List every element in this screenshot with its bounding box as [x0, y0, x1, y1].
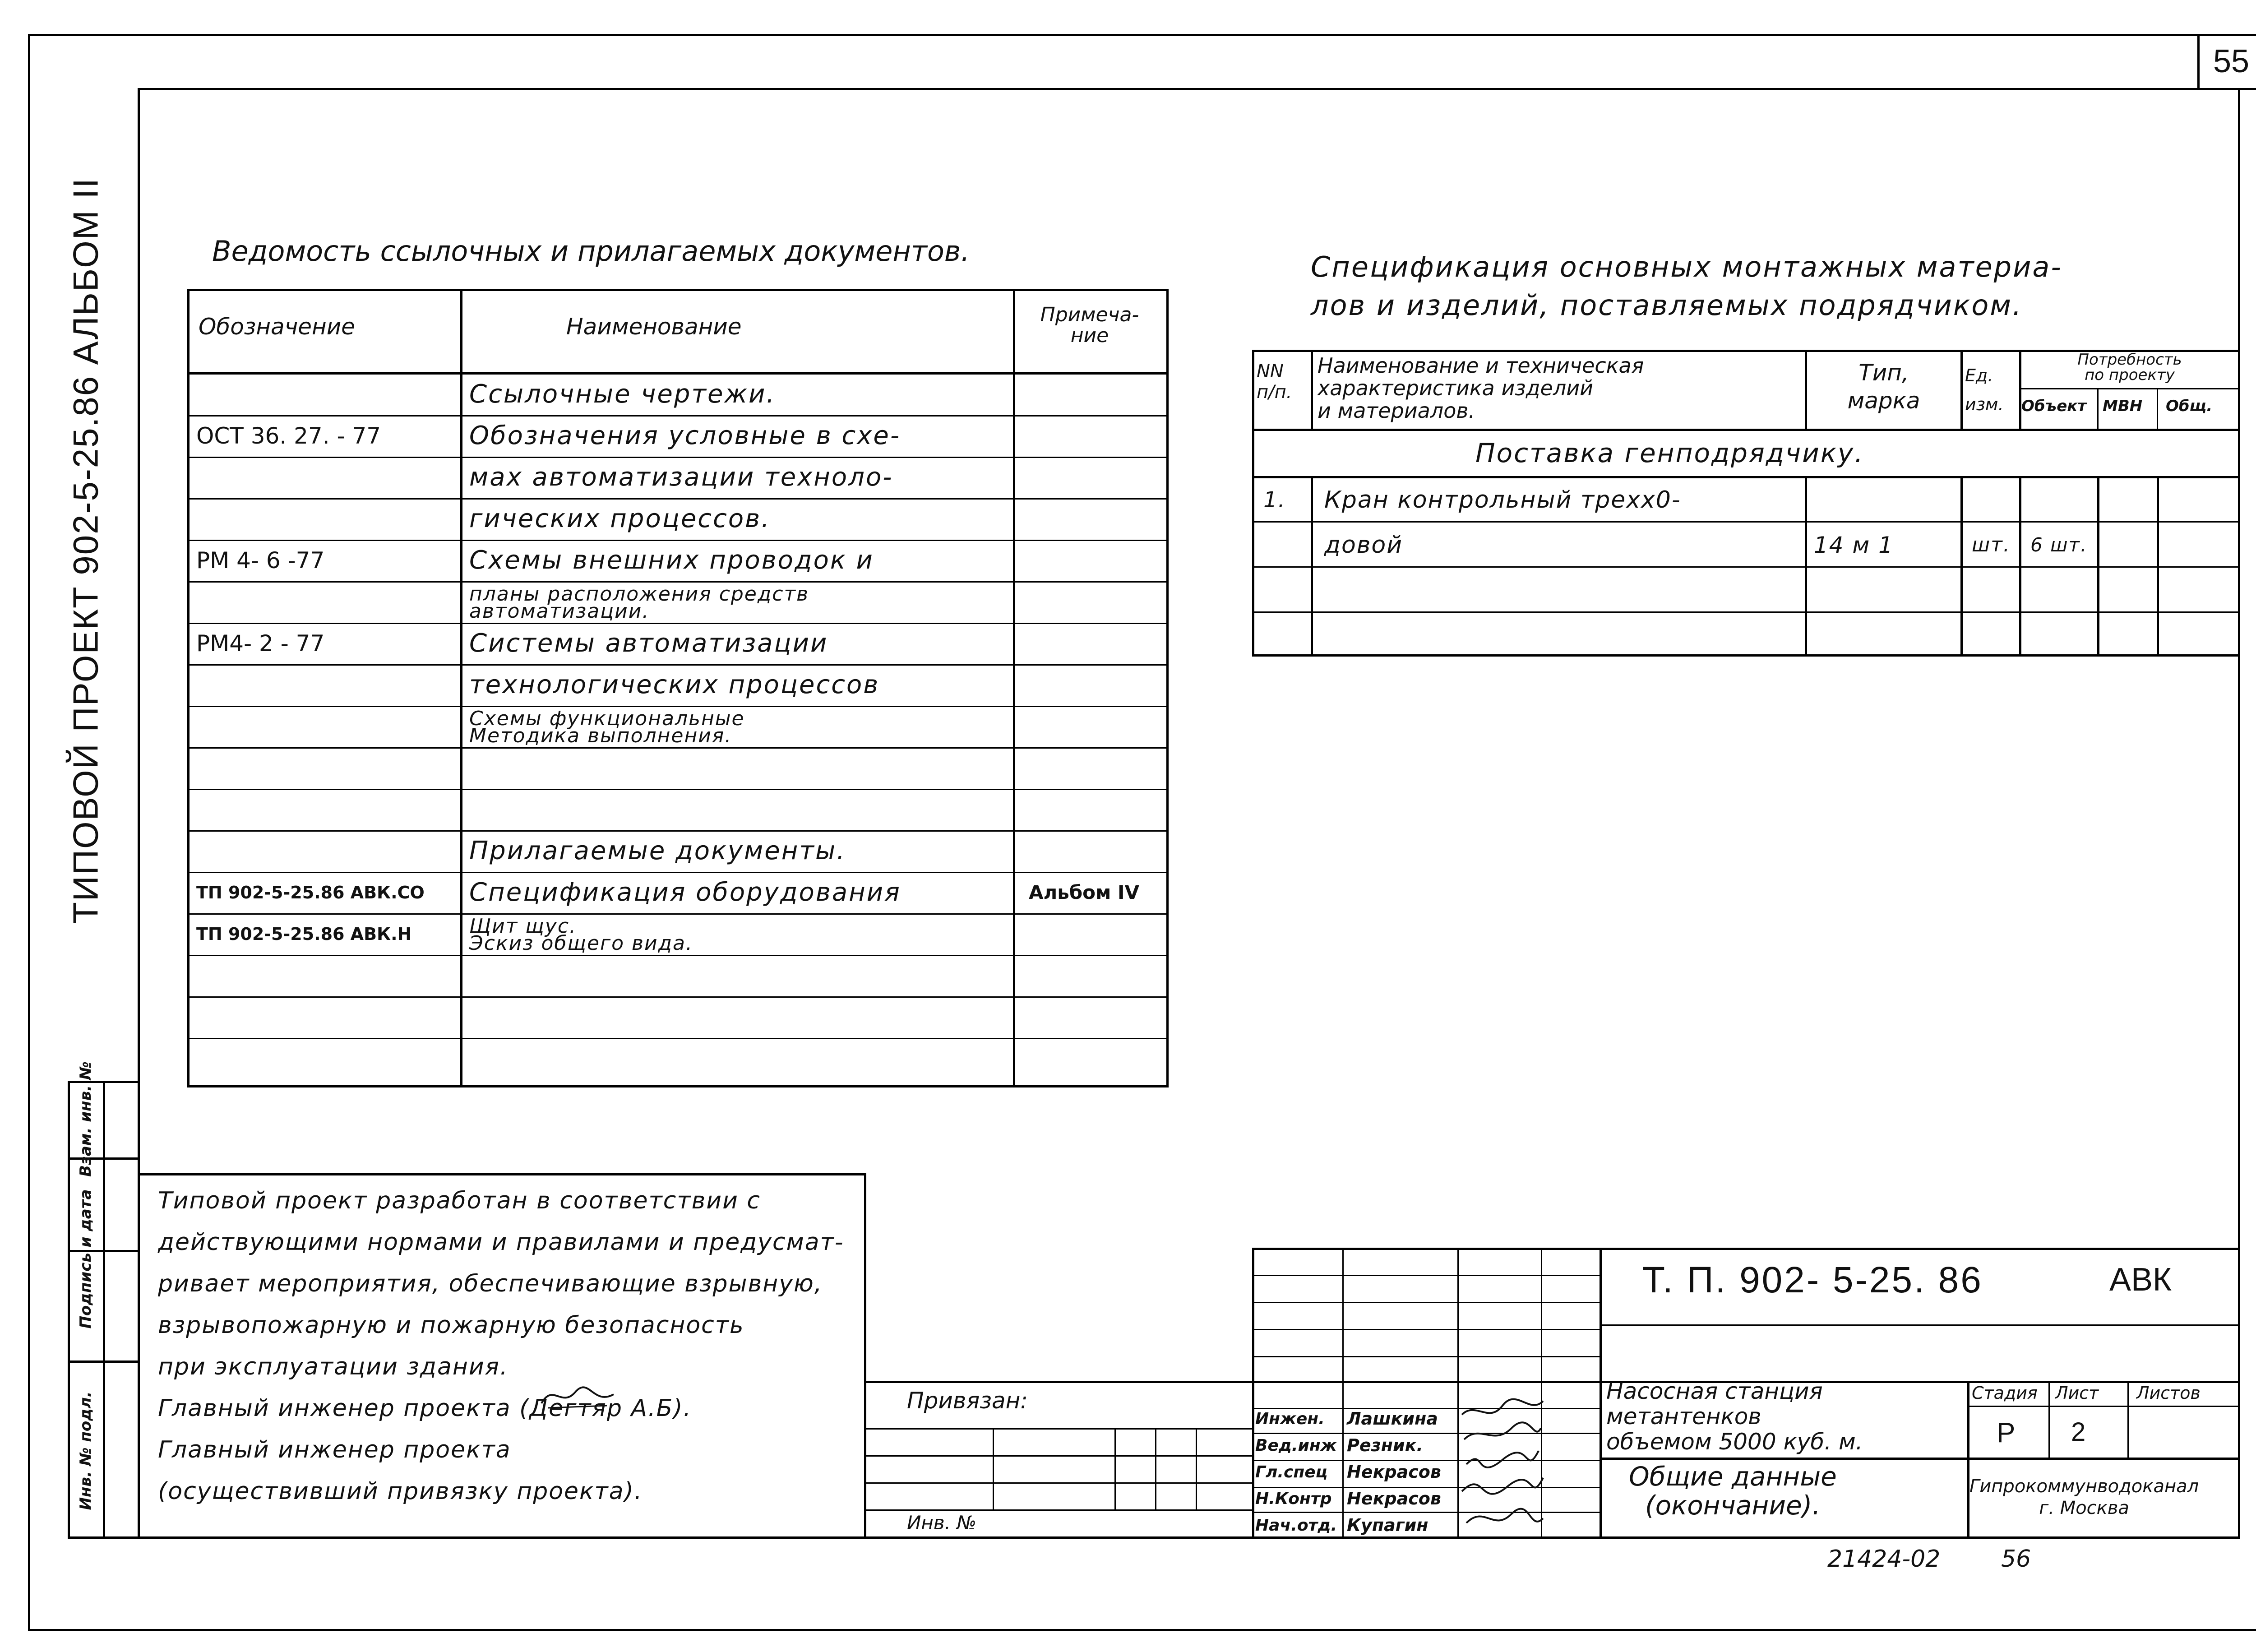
footer-page: 56 [2001, 1546, 2031, 1573]
spec-header-need: Потребность по проекту [2077, 351, 2182, 384]
staff-role: Инжен. [1255, 1410, 1325, 1428]
references-header-code: Обозначение [199, 314, 355, 340]
references-code: РМ 4- 6 -77 [196, 547, 325, 574]
binding-col-3 [1155, 1428, 1156, 1509]
side-stamp-label-1: Инв. № подл. [77, 1391, 95, 1510]
spec-body-col-unit [2019, 476, 2021, 657]
title-block-top [1252, 1248, 2240, 1250]
spec-need-split [2019, 388, 2240, 389]
tb-row-3 [1252, 1329, 1600, 1330]
spec-body-col-name [1805, 476, 1807, 657]
note-line: при эксплуатации здания. [158, 1353, 509, 1380]
spec-name: довой [1324, 532, 1403, 559]
staff-role: Гл.спец [1255, 1463, 1328, 1481]
references-name: Обозначения условные в схе- [469, 421, 901, 450]
references-name: Прилагаемые документы. [469, 836, 846, 865]
stage-value: Р [1997, 1417, 2016, 1448]
staff-name: Резник. [1347, 1435, 1423, 1455]
spec-row-line-3 [1252, 611, 2240, 613]
references-note: Альбом IV [1029, 881, 1140, 903]
side-stamp-label-2: Подпись и дата [77, 1189, 95, 1329]
sheet-value: 2 [2071, 1417, 2086, 1447]
binding-col-4 [1196, 1428, 1197, 1509]
spec-obj: 6 шт. [2030, 534, 2088, 556]
side-stamp-row-3 [68, 1360, 140, 1363]
references-header-name: Наименование [566, 314, 742, 340]
tb-name-split [1600, 1458, 2240, 1460]
staff-name: Лашкина [1347, 1409, 1438, 1429]
binding-col-1 [993, 1428, 994, 1509]
note-line: действующими нормами и правилами и предусмат- [158, 1229, 844, 1256]
note-line: Типовой проект разработан в соответствии с [158, 1187, 761, 1214]
binding-label: Привязан: [907, 1388, 1028, 1414]
references-col-divider-2 [1013, 289, 1015, 1087]
references-col-divider-1 [460, 289, 462, 1087]
staff-role: Нач.отд. [1255, 1516, 1337, 1535]
spec-body-col-num [1311, 476, 1313, 657]
references-name: Щит щуc. Эскиз общего вида. [469, 915, 693, 955]
page-number-box-left [2197, 34, 2200, 88]
references-code: РМ4- 2 - 77 [196, 630, 325, 657]
staff-role: Вед.инж [1255, 1436, 1337, 1455]
spec-header-name: Наименование и техническая характеристика изделий и материалов. [1318, 353, 1644, 423]
spec-section-title: Поставка генподрядчику. [1475, 438, 1864, 468]
references-name: мах автоматизации техноло- [469, 463, 893, 492]
object-name: Насосная станция метантенков объемом 5000 куб. м. [1606, 1378, 1863, 1455]
binding-col-2 [1114, 1428, 1116, 1509]
note-line: ривает мероприятия, обеспечивающие взрывную, [158, 1270, 823, 1297]
stage-label: Стадия [1972, 1383, 2038, 1403]
binding-row-2 [864, 1455, 1252, 1457]
references-row-line [187, 789, 1169, 790]
references-row-line [187, 996, 1169, 998]
binding-inv-label: Инв. № [907, 1512, 977, 1534]
spec-header-need-total: Общ. [2166, 397, 2213, 415]
spec-col-name [1805, 350, 1807, 429]
references-code: ТП 902-5-25.86 АВК.Н [196, 924, 412, 944]
references-name: Ссылочные чертежи. [469, 379, 776, 409]
page-number: 55 [2213, 43, 2250, 79]
tb-row-2 [1252, 1302, 1600, 1303]
note-block-right [864, 1173, 866, 1539]
spec-col-num [1311, 350, 1313, 429]
staff-name: Некрасов [1347, 1489, 1441, 1509]
side-stamp-label-3: Взам. инв. № [77, 1061, 95, 1177]
doc-code: Т. П. 902- 5-25. 86 [1642, 1259, 1983, 1300]
note-line: взрывопожарную и пожарную безопасность [158, 1312, 744, 1339]
note-line: Главный инженер проекта (Дегтяр А.Б). [158, 1395, 692, 1422]
organization: Гипрокоммунводоканал г. Москва [1969, 1476, 2199, 1518]
staff-name: Некрасов [1347, 1462, 1441, 1482]
spec-col-mvn [2157, 388, 2158, 429]
note-block-top [138, 1173, 866, 1175]
staff-name: Купагин [1347, 1515, 1428, 1535]
specification-title-line-2: лов и изделий, поставляемых подрядчиком. [1311, 289, 2023, 322]
binding-row-1 [864, 1428, 1252, 1430]
references-name: Схемы внешних проводок и [469, 546, 874, 575]
spec-header-need-mvn: МВН [2103, 397, 2143, 415]
staff-role: Н.Контр [1255, 1490, 1332, 1508]
note-line: Главный инженер проекта [158, 1436, 511, 1463]
spec-body-col-mvn [2157, 476, 2159, 657]
tb-stage-col-1 [2048, 1381, 2050, 1458]
note-line: (осуществивший привязку проекта). [158, 1478, 643, 1505]
references-row-line [187, 1038, 1169, 1039]
references-name: Спецификация оборудования [469, 878, 901, 907]
spec-header-num: NN п/п. [1257, 361, 1292, 403]
binding-top [864, 1381, 1252, 1383]
references-row-line [187, 747, 1169, 749]
references-name: Схемы функциональные Методика выполнения. [469, 707, 745, 747]
references-name: планы расположения средств автоматизации. [469, 583, 809, 623]
tb-row-1 [1252, 1275, 1600, 1276]
binding-row-4 [864, 1509, 1252, 1511]
spec-type: 14 м 1 [1814, 532, 1894, 558]
page-number-box-bottom [2197, 88, 2256, 90]
references-code: ОСТ 36. 27. - 77 [196, 423, 381, 449]
sheet-name: Общие данные (окончание). [1629, 1461, 1837, 1521]
references-code: ТП 902-5-25.86 АВК.СО [196, 883, 425, 902]
spec-col-type [1960, 350, 1963, 429]
tb-stage-header-line [1967, 1406, 2240, 1407]
references-name: технологических процессов [469, 670, 880, 699]
tb-col-1 [1342, 1248, 1344, 1539]
references-header-note: Примеча- ние [1040, 303, 1139, 347]
spec-body-col-type [1960, 476, 1963, 657]
chief-engineer-signature [539, 1381, 616, 1412]
signature-marks [1457, 1397, 1548, 1539]
doc-mark: АВК [2109, 1262, 2172, 1298]
tb-row-4 [1252, 1356, 1600, 1357]
spec-num: 1. [1263, 487, 1286, 513]
tb-col-4 [1600, 1248, 1602, 1539]
side-title: ТИПОВОЙ ПРОЕКТ 902-5-25.86 АЛЬБОМ II [65, 177, 106, 924]
side-stamp-divider [103, 1081, 105, 1539]
references-row-line [187, 955, 1169, 956]
binding-row-3 [864, 1482, 1252, 1484]
specification-title-line-1: Спецификация основных монтажных материа- [1311, 250, 2062, 283]
spec-col-obj [2097, 388, 2099, 429]
spec-body-col-obj [2097, 476, 2099, 657]
tb-code-split [1600, 1324, 2240, 1326]
title-block-left [1252, 1248, 1254, 1539]
spec-unit: шт. [1972, 533, 2011, 556]
spec-header-unit: Ед. изм. [1965, 366, 2004, 414]
references-name: Системы автоматизации [469, 629, 828, 658]
references-title: Ведомость ссылочных и прилагаемых документов. [212, 235, 970, 268]
sheet-label: Лист [2055, 1383, 2099, 1403]
spec-header-bottom [1252, 429, 2240, 431]
spec-name: Кран контрольный трехх0- [1324, 486, 1681, 514]
spec-header-need-obj: Объект [2021, 397, 2087, 415]
spec-header-type: Тип, марка [1847, 360, 1920, 414]
tb-stage-col-2 [2127, 1381, 2129, 1458]
references-name: гических процессов. [469, 504, 771, 533]
archive-number: 21424-02 [1827, 1546, 1941, 1573]
sheets-label: Листов [2136, 1383, 2201, 1403]
